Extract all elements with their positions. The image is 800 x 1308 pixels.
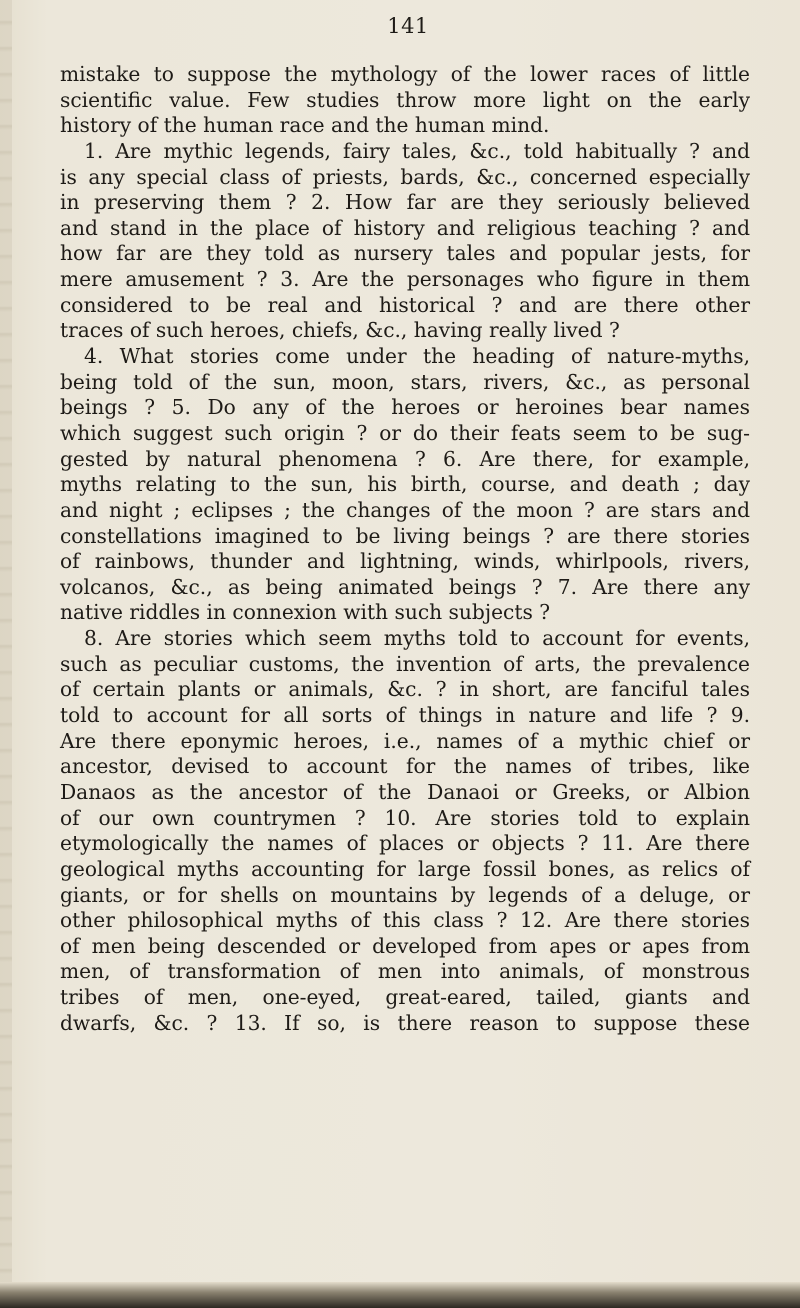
text-line: is any special class of priests, bards, &c., concerned especially <box>60 164 750 189</box>
text-line: being told of the sun, moon, stars, rivers, &c., as personal <box>60 369 750 394</box>
text-line: and stand in the place of history and religious teaching ? and <box>60 215 750 240</box>
text-line: giants, or for shells on mountains by legends of a deluge, or <box>60 882 750 907</box>
text-line: 1. Are mythic legends, fairy tales, &c., told habitually ? and <box>84 138 750 163</box>
text-line: considered to be real and historical ? and are there other <box>60 292 750 317</box>
page-number: 141 <box>387 14 429 38</box>
text-line: geological myths accounting for large fossil bones, as relics of <box>60 856 750 881</box>
text-line: of our own countrymen ? 10. Are stories told to explain <box>60 805 750 830</box>
page-bottom-edge <box>0 1282 800 1308</box>
text-line: native riddles in connexion with such subjects ? <box>60 600 551 625</box>
text-line: told to account for all sorts of things in nature and life ? 9. <box>60 703 750 728</box>
text-line: mistake to suppose the mythology of the lower races of little <box>60 62 750 86</box>
text-line: 4. What stories come under the heading of nature-myths, <box>84 344 750 369</box>
text-line: in preserving them ? 2. How far are they seriously believed <box>60 190 750 215</box>
text-line: such as peculiar customs, the invention of arts, the prevalence <box>60 651 750 676</box>
text-line: constellations imagined to be living beings ? are there stories <box>60 523 750 548</box>
text-line: of rainbows, thunder and lightning, winds, whirlpools, rivers, <box>60 549 750 574</box>
text-line: Danaos as the ancestor of the Danaoi or Greeks, or Albion <box>60 779 750 804</box>
text-line: etymologically the names of places or objects ? 11. Are there <box>60 831 750 856</box>
text-line: other philosophical myths of this class ? 12. Are there stories <box>60 908 750 933</box>
text-line: which suggest such origin ? or do their feats seem to be sug- <box>60 420 750 445</box>
text-line: gested by natural phenomena ? 6. Are there, for example, <box>60 446 750 471</box>
text-line: volcanos, &c., as being animated beings ? 7. Are there any <box>60 574 750 599</box>
text-line: and night ; eclipses ; the changes of the moon ? are stars and <box>60 497 750 522</box>
text-line: history of the human race and the human mind. <box>60 113 550 138</box>
text-line: 8. Are stories which seem myths told to account for events, <box>84 626 750 651</box>
text-line: how far are they told as nursery tales and popular jests, for <box>60 241 750 266</box>
text-line: tribes of men, one-eyed, great-eared, tailed, giants and <box>60 985 750 1010</box>
text-line: myths relating to the sun, his birth, course, and death ; day <box>60 472 750 497</box>
text-line: ancestor, devised to account for the names of tribes, like <box>60 754 750 779</box>
text-line: dwarfs, &c. ? 13. If so, is there reason to suppose these <box>60 1010 750 1035</box>
text-line: Are there eponymic heroes, i.e., names of a mythic chief or <box>60 728 750 753</box>
text-line: traces of such heroes, chiefs, &c., having really lived ? <box>60 318 620 343</box>
body-text <box>60 62 750 1036</box>
text-line: men, of transformation of men into animals, of monstrous <box>60 959 750 984</box>
text-line: of men being descended or developed from apes or apes from <box>60 933 750 958</box>
binding-edge <box>0 0 12 1308</box>
text-line: of certain plants or animals, &c. ? in short, are fanciful tales <box>60 677 750 702</box>
text-line: mere amusement ? 3. Are the personages who figure in them <box>60 267 750 292</box>
text-line: beings ? 5. Do any of the heroes or heroines bear names <box>60 395 750 420</box>
text-line: scientific value. Few studies throw more light on the early <box>60 87 750 112</box>
